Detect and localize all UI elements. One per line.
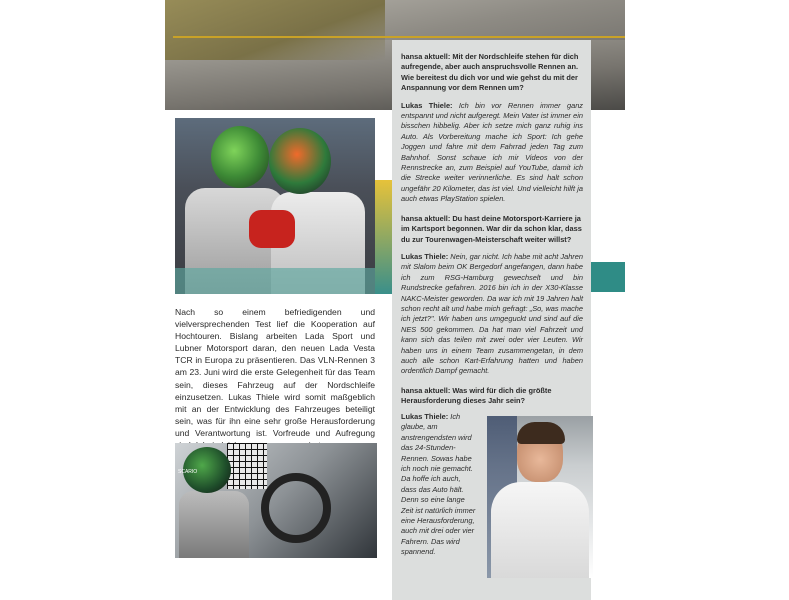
question-1: hansa aktuell: Mit der Nordschleife stehen für dich aufregende, aber auch anspruchsvolle Rennen an. Wie bereitest du dich vor und wie gehst du mit der Anspannung vor dem Rennen um? bbox=[401, 52, 579, 93]
photo-edge-strip bbox=[375, 180, 392, 294]
answer-2-speaker: Lukas Thiele: bbox=[401, 251, 449, 261]
cockpit-photo bbox=[175, 443, 377, 558]
answer-1-speaker: Lukas Thiele: bbox=[401, 100, 453, 110]
portrait-body bbox=[491, 482, 589, 578]
steering-wheel bbox=[261, 473, 331, 543]
red-glove bbox=[249, 210, 295, 248]
driver-portrait-photo bbox=[487, 416, 593, 578]
interview-column bbox=[401, 52, 583, 414]
orange-green-helmet bbox=[269, 128, 331, 194]
photo-teal-overlay bbox=[175, 268, 375, 294]
answer-2-text: Nein, gar nicht. Ich habe mit acht Jahren mit Slalom beim OK Bergedorf angefangen, dann habe ich zum RSG-Hamburg gewechselt und bin Rundstrecke gefahren. 2016 bin ich in der X30-Klasse NAKC-Meister geworden. Da war ich mit 19 Jahren halt schon recht alt und habe mich gefragt: „So, was mache ich jetzt?". Wir haben uns umgeguckt und sind auf die NES 500 gekommen. Da hat man viel Fahrzeit und kann sich das teilen mit zwei oder vier Leuten. Wir haben uns in einem Team zusammengetan, in dem auch alle schon Kart-Erfahrung hatten und haben ordentlich Dampf gemacht. bbox=[401, 251, 583, 376]
accent-divider bbox=[173, 36, 625, 38]
answer-2 bbox=[401, 252, 583, 377]
answer-3-speaker: Lukas Thiele: bbox=[401, 412, 449, 421]
window-net bbox=[227, 443, 267, 489]
teal-band bbox=[591, 262, 625, 292]
article-body: Nach so einem befriedigenden und vielversprechenden Test lief die Kooperation auf Hochtouren. Bislang arbeiten Lada Sport und Lubner Motorsport daran, den neuen Lada Vesta TCR in Europa zu präsentieren. Das VLN-Rennen 3 am 23. Juni wird die erste Gelegenheit für das Team sein, dieses Fahrzeug auf der Nordschleife einzusetzen. Lukas Thiele wird somit maßgeblich mit an der Entwicklung des Fahrzeuges beteiligt sein, was für ihn eine sehr große Herausforderung und Verantwortung ist. Vorfreude und Aufregung bbox=[175, 307, 375, 438]
driver-body bbox=[179, 491, 249, 558]
answer-3-text: Ich glaube, am anstrengendsten wird das 24-Stunden-Rennen. Sowas habe ich noch nie gemacht. Da hoffe ich auch, dass das Auto hält. Denn so eine lange Zeit ist natürlich immer eine Herausforderung, auch mit drei oder vier Fahrern. Das wird spannend. bbox=[401, 412, 476, 557]
green-helmet bbox=[211, 126, 269, 188]
helmet-name-label: SCARIO bbox=[178, 469, 198, 475]
magazine-page bbox=[165, 0, 625, 600]
portrait-hair bbox=[517, 422, 565, 444]
drivers-helmets-photo bbox=[175, 118, 375, 294]
answer-1 bbox=[401, 101, 583, 205]
question-3: hansa aktuell: Was wird für dich die größte Herausforderung dieses Jahr sein? bbox=[401, 385, 552, 406]
answer-3 bbox=[401, 412, 477, 558]
grass-area bbox=[165, 0, 385, 60]
answer-1-text: Ich bin vor Rennen immer ganz entspannt und nicht aufgeregt. Mein Vater ist immer ein bisschen hibbelig. Aber ich setze mich ganz ruhig ins Auto. Als Vorbereitung mache ich Sport: Ich gehe Joggen und fahre mit dem Fahrrad jeden Tag zum Bahnhof. Sonst schaue ich mir Videos von der Rennstrecke an, zum Beispiel auf YouTube, damit ich die Strecke weiter verinnerliche. Es sind halt schon ungefähr 20 Kilometer, das ist viel. Und vielleicht hilft ja auch etwas PlayStation spielen. bbox=[401, 100, 584, 204]
question-2: hansa aktuell: Du hast deine Motorsport-Karriere ja im Kartsport begonnen. War dir da schon klar, dass du zur Tourenwagen-Meisterschaft weiter willst? bbox=[401, 213, 582, 244]
